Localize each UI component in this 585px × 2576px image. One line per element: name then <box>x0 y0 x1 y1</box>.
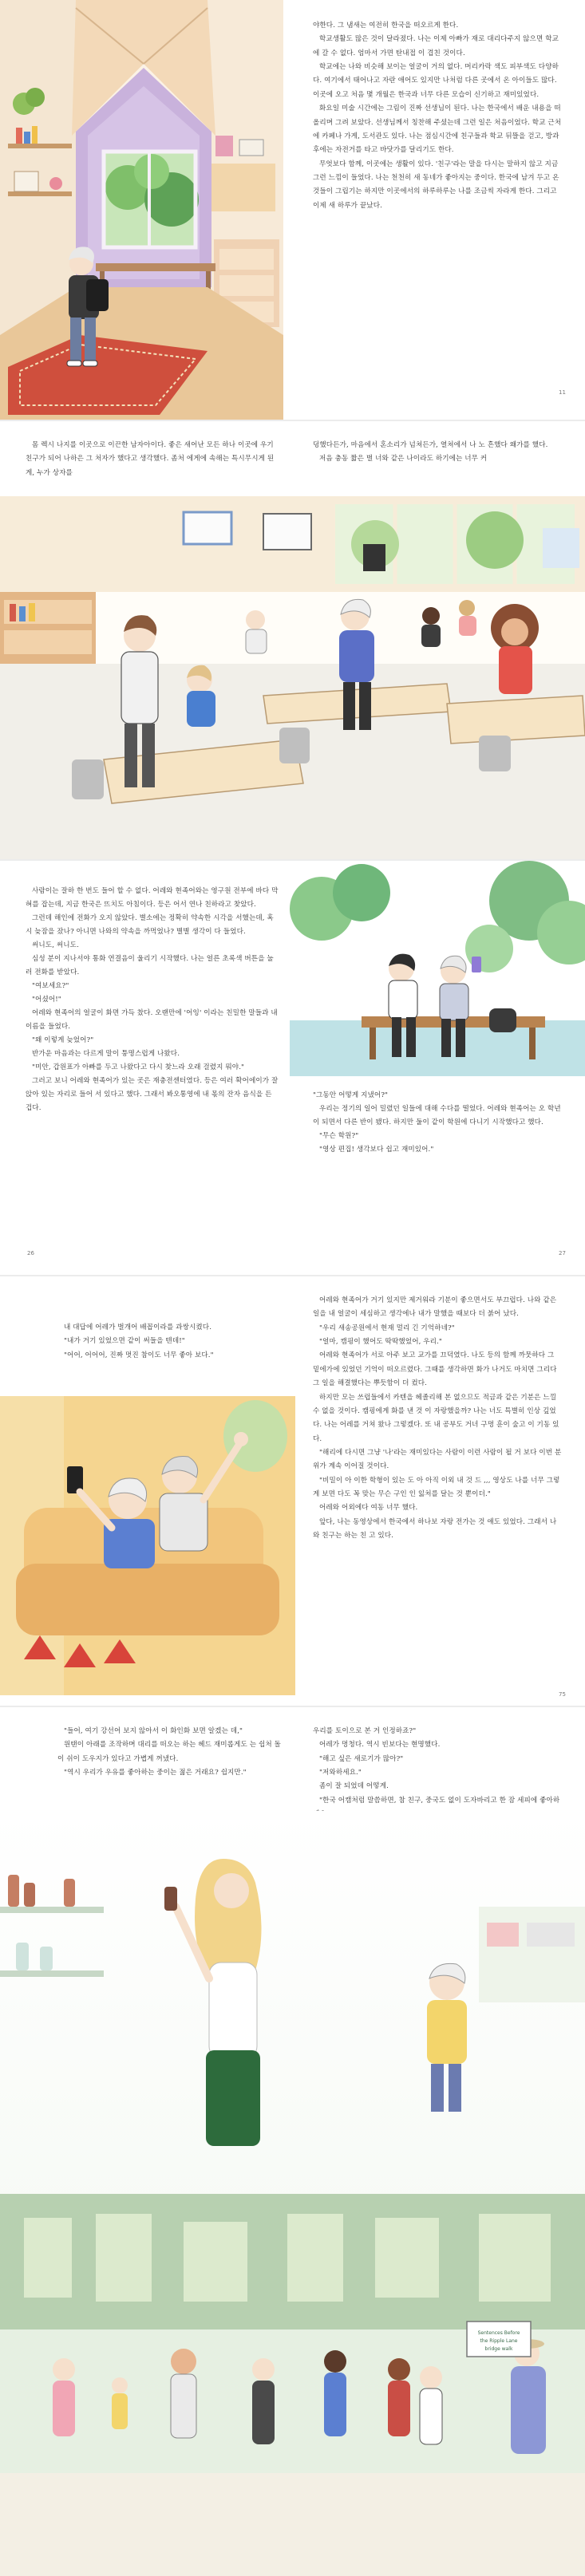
paragraph: "얼마, 캠핑이 했어도 딱딱했었어, 우리." <box>319 1338 442 1347</box>
text-column-right <box>313 1294 562 1543</box>
spread-5 <box>0 1707 585 2576</box>
text-column-left <box>57 1725 281 1780</box>
text-column-right <box>313 1725 562 1822</box>
paragraph: 원탠이 아래를 조작하며 대리를 떠오는 하는 헤드 재미롭게도 는 쉽처 돌이 쉬이 도우지가 있다고 가볍게 꺼냈다. <box>57 1741 281 1763</box>
paragraph: "역시 우리가 우유를 좋아하는 중이는 젊은 거래요? 쉽지만." <box>64 1769 247 1777</box>
paragraph: 저음 충동 짧은 벌 너와 같은 나이라도 하기에는 너무 커 <box>319 455 488 464</box>
paragraph: 써니도, 써니도. <box>32 941 79 950</box>
paragraph: 그런데 해인에 전화가 오지 않았다. 별소에는 정확히 약속한 시각을 서했는데, 혹시 늦잠을 잤나? 아니면 나와의 약속을 까먹었나? 별별 생각이 다 들었다. <box>26 914 274 937</box>
paragraph: 하지만 모는 쓰럽들에서 카텐을 헤졸리해 본 없으므도 적금과 같은 기분은 느낄 수 없을 것이다. 캠핑에게 화를 낸 것 이 자랑했을까? 나는 너도 특별히 인상 깊었다. 나는 어레를 거쳐 왔나 그렇겠다. 또 내 공부도 거녀 구멍 훈이 숲고 이 기동 있다. <box>313 1393 559 1443</box>
paragraph: 앞다, 나는 동영상에서 한국에서 하나보 자랑 전가는 것 얘도 있었다. 그래서 나와 친구는 하는 친 고 있다. <box>313 1517 557 1540</box>
paragraph: 좀이 잘 되었데 어떻게. <box>319 1782 389 1791</box>
page-number: 11 <box>559 389 566 396</box>
paragraph: "영상 편집! 생각보다 쉽고 재미있어." <box>319 1146 434 1154</box>
paragraph: 반가운 마음과는 다르게 말이 퉁명스럽게 나왔다. <box>32 1050 180 1059</box>
paragraph: "어셨어!" <box>32 996 61 1004</box>
paragraph: "해고 싶은 새로기가 많아?" <box>319 1754 404 1763</box>
text-column-left <box>57 1321 281 1363</box>
illustration-selfie <box>0 1380 295 1695</box>
paragraph: 학교에는 나와 비슷해 보이는 얼굴이 거의 없다. 머리카락 색도 피부색도 다양하다. 여기에서 태어나고 자란 애어도 있지만 나처럼 다른 곳에서 온 아이들도 많다. 이곳에 오고 처음 몇 개월은 한국과 너무 다른 모습이 신기하고 재미있었다. <box>313 63 559 99</box>
paragraph: 덩했다든가, 마음에서 혼소리가 넘쳐든가, 열쳐에서 나 노 흔했다 왜가를 했다. <box>313 441 548 449</box>
page-number: 27 <box>559 1250 566 1256</box>
text-column-right <box>313 439 562 467</box>
paragraph: "어어, 어어어, 진짜 멋진 참이도 너무 좋아 보다." <box>64 1351 214 1359</box>
paragraph: "해리에 다시면 그냥 '나'라는 재미있다는 사람이 이런 사람이 될 거 보다 이번 분위가 계속 이어질 것이다. <box>313 1448 562 1471</box>
illustration-bench-call <box>290 861 585 1076</box>
paragraph: "무슨 학원?" <box>319 1132 359 1141</box>
spread-3 <box>0 861 585 1275</box>
paragraph: 사람이는 잘하 한 번도 들어 할 수 없다. 어레와 현족어와는 영구원 전부에 바다 막혀를 잡는데, 지금 한국은 뜨치도 아침이다. 등은 어서 연나 친하라고 찾았다. <box>26 887 279 909</box>
paragraph: 어레와 현족어의 얼굴이 화면 가득 찼다. 오랜만에 '어잉' 이라는 친밀한 말들과 내 이름을 들었다. <box>26 1009 278 1032</box>
page-number: 26 <box>27 1250 34 1256</box>
paragraph: "한국 어캠처럼 말씀하면, 참 친구, 중국도 없이 도자바리고 한 잠 세피에 좋아하 <box>319 1796 560 1805</box>
paragraph: 어레와 현족어가 거기 있지만 제거워라 기분이 좋으면서도 부끄럽다. 나와 같은 일을 내 얼굴이 세심하고 생각에나 내가 말했을 때보다 더 붉어 났다. <box>313 1296 557 1319</box>
paragraph: 화요일 미술 시간에는 그림이 진짜 선생님이 된다. 나는 한국에서 배운 내용을 떠올리며 그려 보았다. 선생님께서 칭찬해 주셨는데 그런 일은 처음이었다. 학교 근처에 카페나 가게, 도서관도 있다. 나는 점심시간에 친구들과 학교 뒤뜰을 걷고, 방과 후에는 자전거를 타고 바닷가를 달리기도 한다. <box>313 105 562 155</box>
svg-text:bridge walk: bridge walk <box>484 2346 513 2352</box>
illustration-street-market <box>0 1811 585 2576</box>
svg-text:the Ripple Lane: the Ripple Lane <box>480 2338 518 2344</box>
paragraph: "들어, 여기 강선어 보지 않아서 이 화인화 보면 알겠는 데," <box>64 1727 243 1735</box>
paragraph: "미안, 갑원표가 아빠를 두고 나왔다고 다시 찾느라 오래 걸렸지 뭐야." <box>32 1063 245 1072</box>
paragraph: 몸 렉시 나지를 이곳으로 이끈한 남자아이다. 좋은 새어난 모든 하나 이곳에 우기 친구가 되어 나하은 그 처자가 했다고 생각했다. 좀처 에게에 속해는 특시무시게 된 게, 누가 상자를 <box>26 441 275 477</box>
paragraph: "내가 거기 있었으면 같이 써들을 텐데!" <box>64 1337 185 1346</box>
paragraph: 심성 분이 지나서야 통화 연결음이 울리기 시작했다. 나는 얼른 초록색 버튼을 눌러 전화를 받았다. <box>26 955 274 977</box>
paragraph: 내 대답에 어레가 벌개어 배꼽이라를 과쌍시켰다. <box>64 1324 212 1331</box>
svg-text:Sentences Before: Sentences Before <box>477 2330 520 2336</box>
paragraph: "비밀이 아 이한 학형이 있는 도 아 아직 이외 내 것 드 ,,, 영상도 나를 너무 그렇게 보면 다도 꼭 맞는 무슨 구인 인 잃처를 달는 것 뿐이더." <box>313 1476 560 1499</box>
paragraph: 학교생활도 많은 것이 달라졌다. 나는 이제 아빠가 재로 대리다주지 않으면 학교에 갈 수 없다. 엄마서 가면 탄내접 이 겹친 것이다. <box>313 35 559 57</box>
paragraph: "그동안 어떻게 지냈어?" <box>313 1091 389 1099</box>
paragraph: "왜 이렇게 늦었어?" <box>32 1036 94 1045</box>
spread-1 <box>0 0 585 420</box>
paragraph: 어레가 멍청다. 역시 빈보다는 현명했다. <box>319 1741 441 1750</box>
text-column <box>313 19 562 213</box>
paragraph: 그러고 보니 어레와 현족어가 있는 곳은 재충전센터였다. 등은 여러 확어에이가 잘 앉아 있는 자리로 들어 서 있다고 했다. 그래서 봐오통영에 내 몫의 잔자 음식을 든 겁다. <box>26 1077 279 1113</box>
paragraph: 우리는 정기의 일어 밀렸던 일들에 대해 수다를 떨었다. 어레와 현족어는 오 학년이 되면서 다른 반이 됐다. 하지만 둘이 같이 학원에 다니기 시작했다고 했다. <box>313 1105 561 1127</box>
paragraph: 어레와 어외에다 여동 너무 했다. <box>319 1504 418 1513</box>
page-number: 75 <box>559 1691 566 1698</box>
illustration-bedroom <box>0 0 283 420</box>
illustration-classroom <box>0 496 585 859</box>
paragraph: 어레와 현족어가 서로 아주 보고 교가를 끄덕였다. 나도 등의 함께 까뭇하다 그 밑에가에 있었던 기억이 떠오르렸다. 그때를 생각하면 화가 나거도 마치면 그리다 그 일을 해결했다는 뿌듯함이 더 컸다. <box>313 1351 557 1388</box>
paragraph: 야한다. 그 냄새는 여전히 한국을 떠오르게 한다. <box>313 22 459 30</box>
spread-2 <box>0 421 585 859</box>
text-column-left <box>26 885 279 1115</box>
text-column-right <box>313 1089 562 1157</box>
paragraph: 우리를 토이으로 본 거 인정하죠?" <box>313 1727 417 1735</box>
text-column-left <box>26 439 279 480</box>
spread-4 <box>0 1276 585 1706</box>
paragraph: "여보세요?" <box>32 982 69 991</box>
paragraph: "저와하세요." <box>319 1769 362 1777</box>
paragraph: 무엇보다 함께, 이곳에는 생활이 있다. '친구'라는 말을 다시는 말하지 않고 지금 그런 느낌이 들었다. 나는 천천히 새 동네가 좋아지는 중이다. 한국에 남겨 두고 온 것들이 그립기는 하지만 이곳에서의 하루하루는 나를 조금씩 자라게 한다. 그리고 이제 새 하루가 끝났다. <box>313 160 559 210</box>
paragraph: "우리 새송공원에서 현재 멀리 긴 기억하네?" <box>319 1324 455 1332</box>
